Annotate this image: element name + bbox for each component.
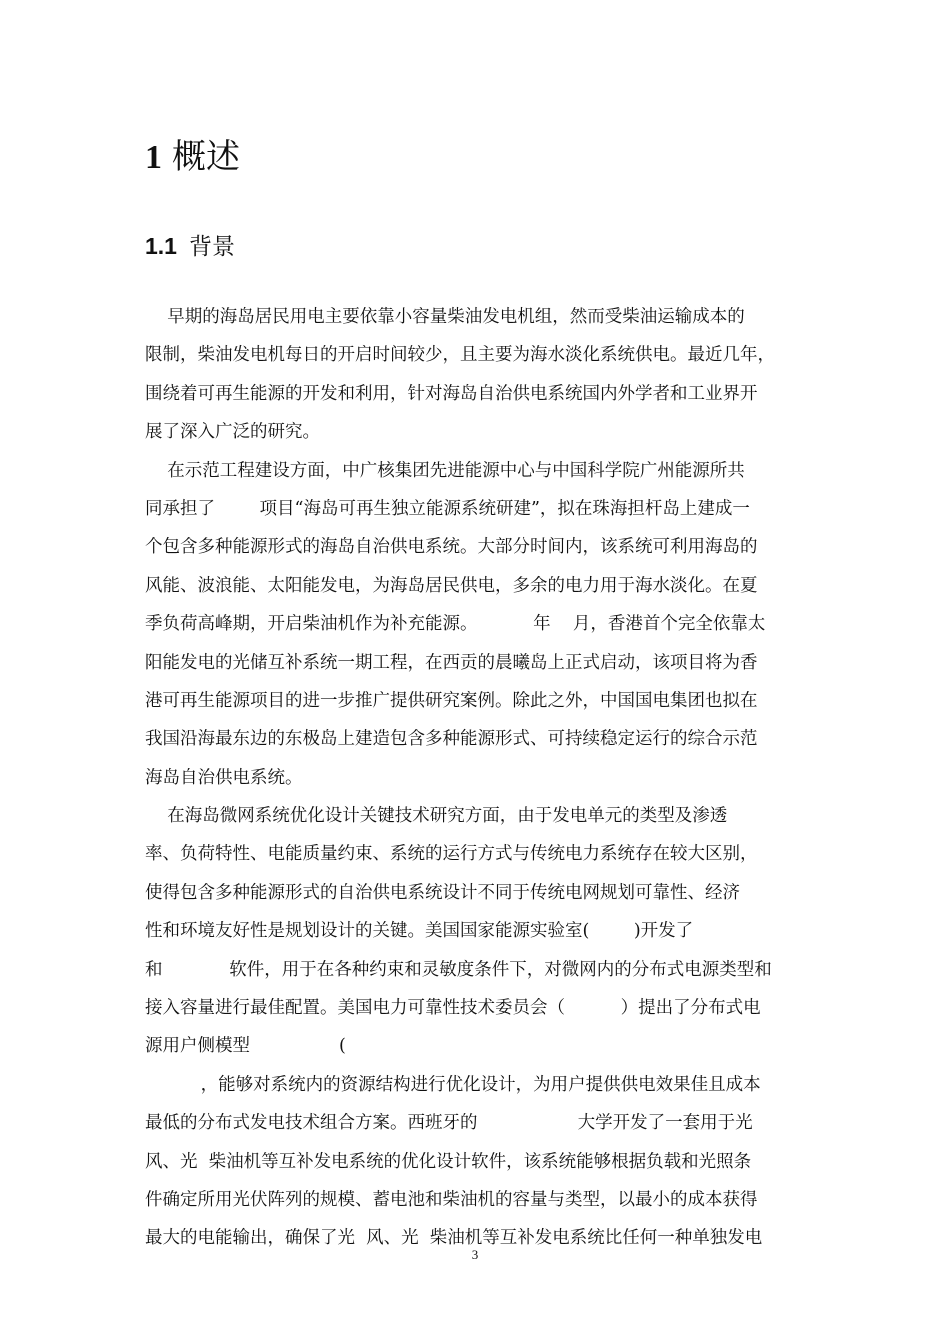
text-line: 展了深入广泛的研究。 — [145, 422, 320, 443]
text-line: 率、负荷特性、电能质量约束、系统的运行方式与传统电力系统存在较大区别， — [145, 844, 758, 865]
text-line: 风能、波浪能、太阳能发电，为海岛居民供电，多余的电力用于海水淡化。在夏 — [145, 575, 758, 596]
text-line: 使得包含多种能源形式的自治供电系统设计不同于传统电网规划可靠性、经济 — [145, 882, 740, 903]
chapter-heading — [145, 132, 240, 183]
text-line: 最低的分布式发电技术组合方案。西班牙的 大学开发了一套用于光 — [145, 1113, 753, 1134]
text-line: 季负荷高峰期，开启柴油机作为补充能源。 年 月，香港首个完全依靠太 — [145, 614, 766, 635]
text-line: 风、光 柴油机等互补发电系统的优化设计软件，该系统能够根据负载和光照条 — [145, 1151, 752, 1172]
text-line: 围绕着可再生能源的开发和利用，针对海岛自治供电系统国内外学者和工业界开 — [145, 383, 758, 404]
text-line: 在示范工程建设方面，中广核集团先进能源中心与中国科学院广州能源所共 — [145, 460, 745, 481]
text-line: 同承担了 项目“海岛可再生独立能源系统研建”，拟在珠海担杆岛上建成一 — [145, 498, 750, 519]
body-text — [145, 298, 825, 1258]
chapter-number: 1 — [145, 139, 162, 176]
text-line: 接入容量进行最佳配置。美国电力可靠性技术委员会（ ）提出了分布式电 — [145, 998, 761, 1019]
text-line: 阳能发电的光储互补系统一期工程，在西贡的晨曦岛上正式启动，该项目将为香 — [145, 652, 758, 673]
text-line: 我国沿海最东边的东极岛上建造包含多种能源形式、可持续稳定运行的综合示范 — [145, 729, 758, 750]
section-number: 1.1 — [145, 233, 177, 259]
text-line: 海岛自治供电系统。 — [145, 767, 303, 788]
section-heading — [145, 228, 235, 265]
text-line: 限制，柴油发电机每日的开启时间较少，且主要为海水淡化系统供电。最近几年， — [145, 345, 775, 366]
text-line: ，能够对系统内的资源结构进行优化设计，为用户提供供电效果佳且成本 — [145, 1074, 761, 1095]
text-line: 性和环境友好性是规划设计的关键。美国国家能源实验室( )开发了 — [145, 921, 694, 942]
text-line: 最大的电能输出，确保了光 风、光 柴油机等互补发电系统比任何一种单独发电 — [145, 1228, 763, 1249]
text-line: 在海岛微网系统优化设计关键技术研究方面，由于发电单元的类型及渗透 — [145, 806, 728, 827]
text-line: 件确定所用光伏阵列的规模、蓄电池和柴油机的容量与类型，以最小的成本获得 — [145, 1189, 758, 1210]
text-line: 个包含多种能源形式的海岛自治供电系统。大部分时间内，该系统可利用海岛的 — [145, 537, 758, 558]
text-line: 源用户侧模型 ( — [145, 1036, 346, 1057]
text-line: 早期的海岛居民用电主要依靠小容量柴油发电机组，然而受柴油运输成本的 — [145, 307, 745, 327]
text-line: 和 软件，用于在各种约束和灵敏度条件下，对微网内的分布式电源类型和 — [145, 959, 772, 980]
chapter-title: 概述 — [172, 137, 240, 177]
text-line: 港可再生能源项目的进一步推广提供研究案例。除此之外，中国国电集团也拟在 — [145, 690, 758, 711]
section-title: 背景 — [188, 234, 235, 260]
page-number: 3 — [471, 1247, 479, 1262]
